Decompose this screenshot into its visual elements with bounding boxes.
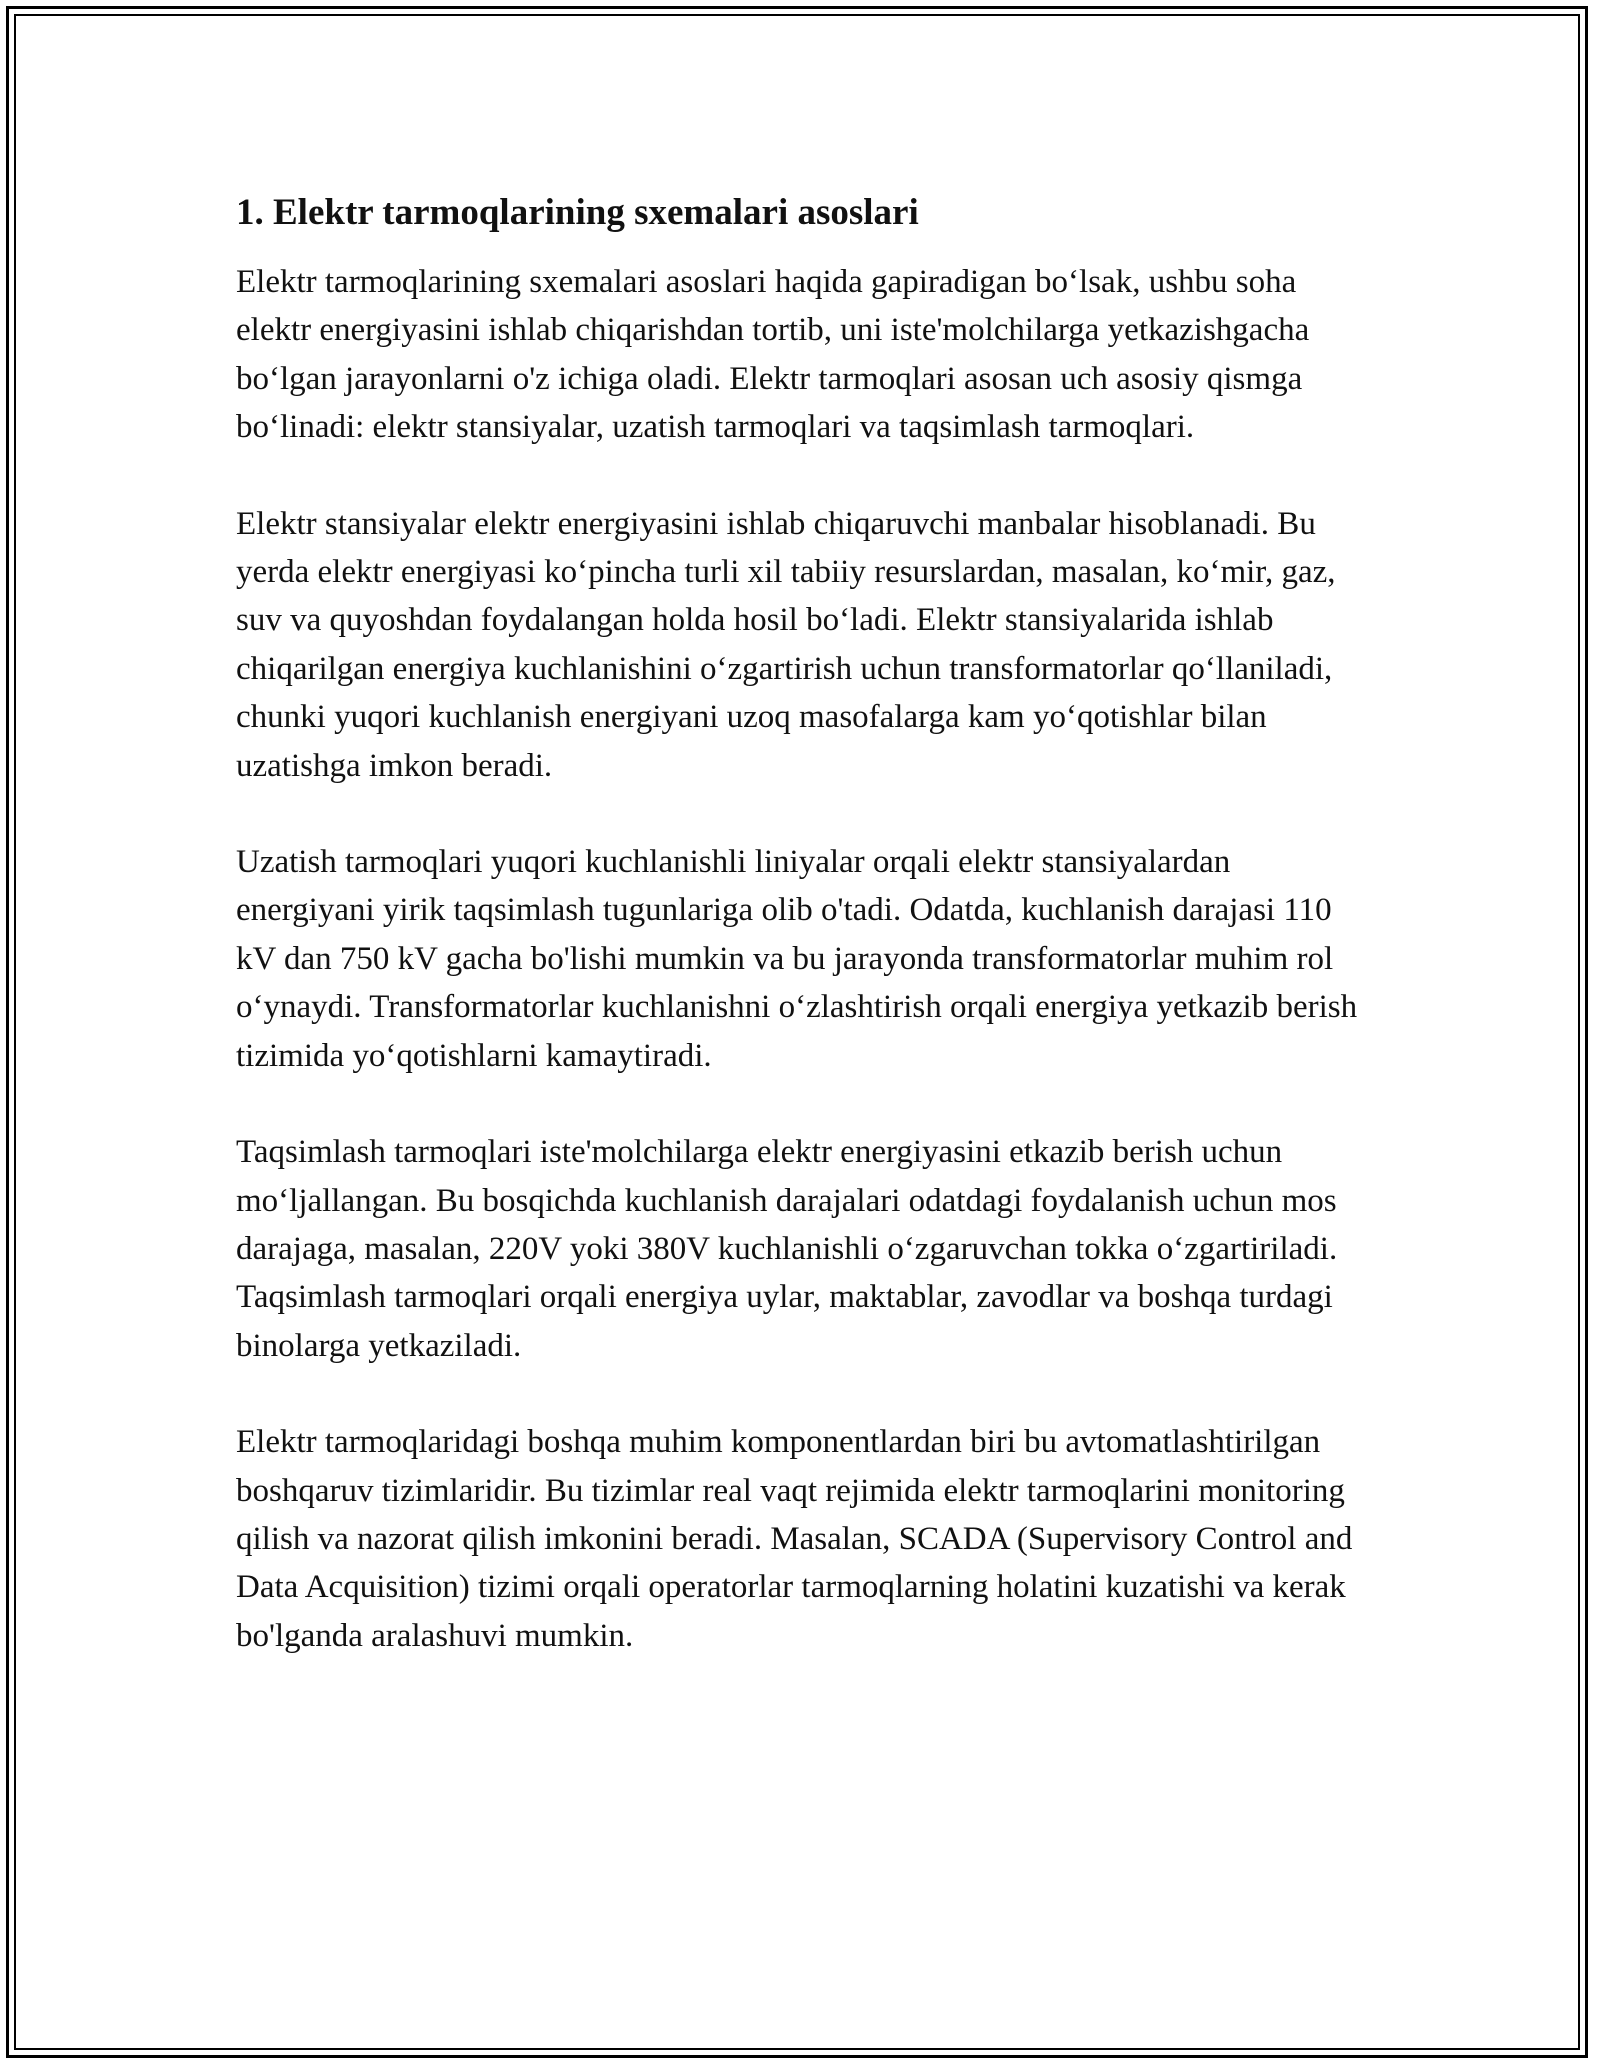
paragraph-distribution-networks: Taqsimlash tarmoqlari iste'molchilarga elektr energiyasini etkazib berish uchun mo‘ljallangan. Bu bosqichda kuchlanish darajalari odatdagi foydalanish uchun mos darajaga, masalan, 220V yoki 380V kuchlanishli o‘zgaruvchan tokka o‘zgartiriladi. Taqsimlash tarmoqlari orqali energiya uylar, maktablar, zavodlar va boshqa turdagi binolarga yetkaziladi.	[236, 1134, 1338, 1364]
document-body	[236, 185, 1376, 1708]
paragraph-control-systems: Elektr tarmoqlaridagi boshqa muhim komponentlardan biri bu avtomatlashtirilgan boshqaruv tizimlaridir. Bu tizimlar real vaqt rejimida elektr tarmoqlarini monitoring qilish va nazorat qilish imkonini beradi. Masalan, SCADA (Supervisory Control and Data Acquisition) tizimi orqali operatorlar tarmoqlarning holatini kuzatishi va kerak bo'lganda aralashuvi mumkin.	[236, 1424, 1353, 1654]
paragraph-power-stations: Elektr stansiyalar elektr energiyasini ishlab chiqaruvchi manbalar hisoblanadi. Bu yerda elektr energiyasi ko‘pincha turli xil tabiiy resurslardan, masalan, ko‘mir, gaz, suv va quyoshdan foydalangan holda hosil bo‘ladi. Elektr stansiyalarida ishlab chiqarilgan energiya kuchlanishini o‘zgartirish uchun transformatorlar qo‘llaniladi, chunki yuqori kuchlanish energiyani uzoq masofalarga kam yo‘qotishlar bilan uzatishga imkon beradi.	[236, 505, 1336, 784]
paragraph-transmission-networks: Uzatish tarmoqlari yuqori kuchlanishli liniyalar orqali elektr stansiyalardan energiyani yirik taqsimlash tugunlariga olib o'tadi. Odatda, kuchlanish darajasi 110 kV dan 750 kV gacha bo'lishi mumkin va bu jarayonda transformatorlar muhim rol o‘ynaydi. Transformatorlar kuchlanishni o‘zlashtirish orqali energiya yetkazib berish tizimida yo‘qotishlarni kamaytiradi.	[236, 844, 1358, 1074]
paragraph-intro: Elektr tarmoqlarining sxemalari asoslari haqida gapiradigan bo‘lsak, ushbu soha elektr energiyasini ishlab chiqarishdan tortib, uni iste'molchilarga yetkazishgacha bo‘lgan jarayonlarni o'z ichiga oladi. Elektr tarmoqlari asosan uch asosiy qismga bo‘linadi: elektr stansiyalar, uzatish tarmoqlari va taqsimlash tarmoqlari.	[236, 264, 1310, 446]
section-heading: 1. Elektr tarmoqlarining sxemalari asoslari	[236, 192, 919, 233]
